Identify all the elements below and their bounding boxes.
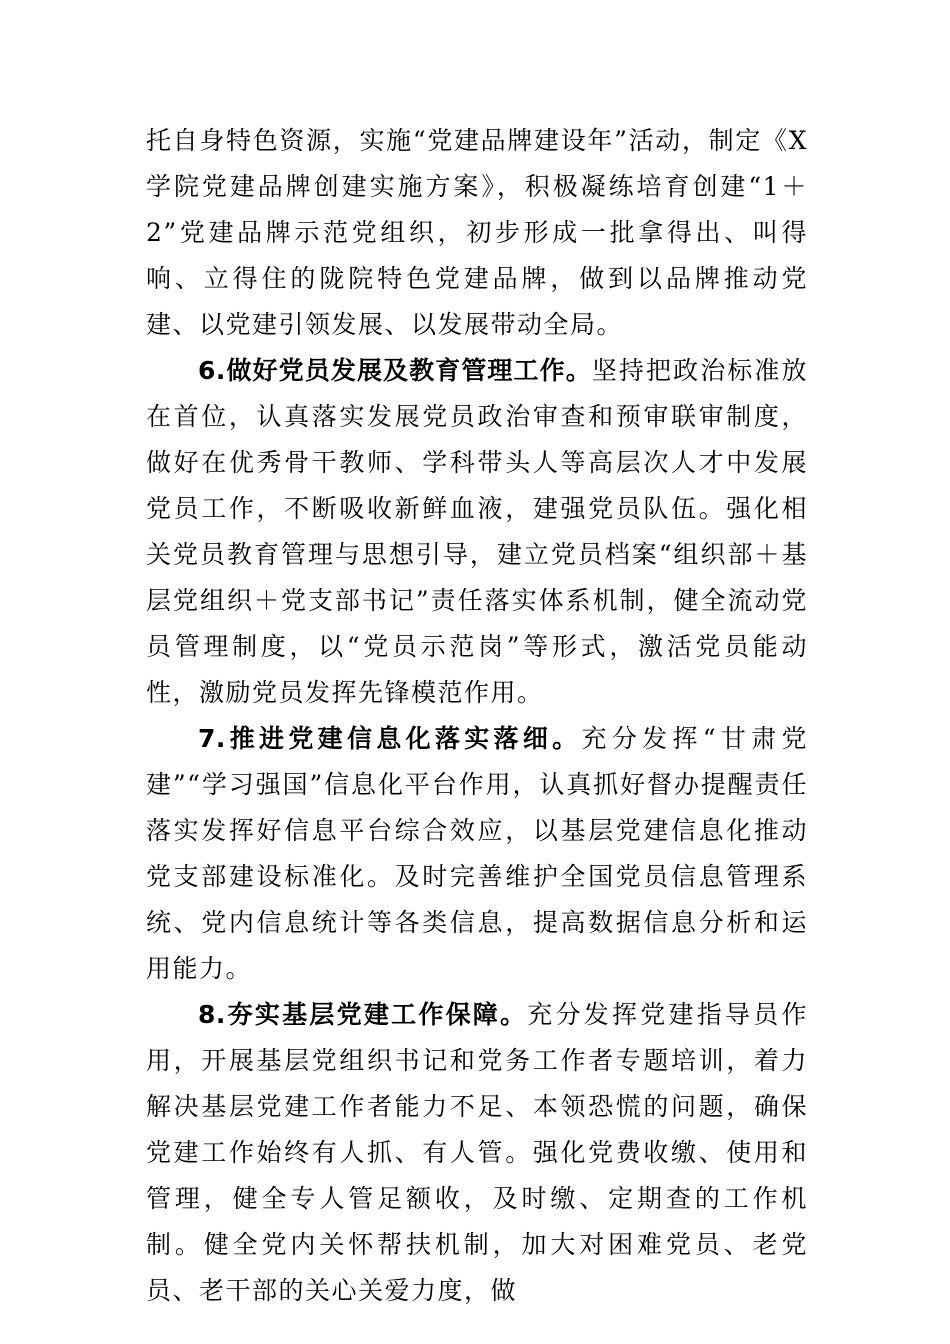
paragraph-continuation — [146, 118, 808, 348]
paragraph-item-6 — [146, 348, 808, 716]
paragraph-body: 充分发挥“甘肃党建”“学习强国”信息化平台作用，认真抓好督办提醒责任落实发挥好信息平台综合效应，以基层党建信息化推动党支部建设标准化。及时完善维护全国党员信息管理系统、党内信息统计等各类信息，提高数据信息分析和运用能力。 — [146, 724, 808, 983]
paragraph-heading: 7.推进党建信息化落实落细。 — [198, 724, 582, 753]
paragraph-body: 托自身特色资源，实施“党建品牌建设年”活动，制定《X学院党建品牌创建实施方案》，积极凝练培育创建“1＋2”党建品牌示范党组织，初步形成一批拿得出、叫得响、立得住的陇院特色党建品牌，做到以品牌推动党建、以党建引领发展、以发展带动全局。 — [146, 126, 808, 339]
paragraph-heading: 8.夯实基层党建工作保障。 — [198, 1000, 528, 1029]
paragraph-body: 坚持把政治标准放在首位，认真落实发展党员政治审查和预审联审制度，做好在优秀骨干教师、学科带头人等高层次人才中发展党员工作，不断吸收新鲜血液，建强党员队伍。强化相关党员教育管理与思想引导，建立党员档案“组织部＋基层党组织＋党支部书记”责任落实体系机制，健全流动党员管理制度，以“党员示范岗”等形式，激活党员能动性，激励党员发挥先锋模范作用。 — [146, 356, 808, 707]
document-page — [146, 118, 808, 1314]
paragraph-item-8 — [146, 992, 808, 1314]
paragraph-body: 充分发挥党建指导员作用，开展基层党组织书记和党务工作者专题培训，着力解决基层党建工作者能力不足、本领恐慌的问题，确保党建工作始终有人抓、有人管。强化党费收缴、使用和管理，健全专人管足额收，及时缴、定期查的工作机制。健全党内关怀帮扶机制，加大对困难党员、老党员、老干部的关心关爱力度，做 — [146, 1000, 808, 1305]
paragraph-item-7 — [146, 716, 808, 992]
paragraph-heading: 6.做好党员发展及教育管理工作。 — [198, 356, 592, 385]
